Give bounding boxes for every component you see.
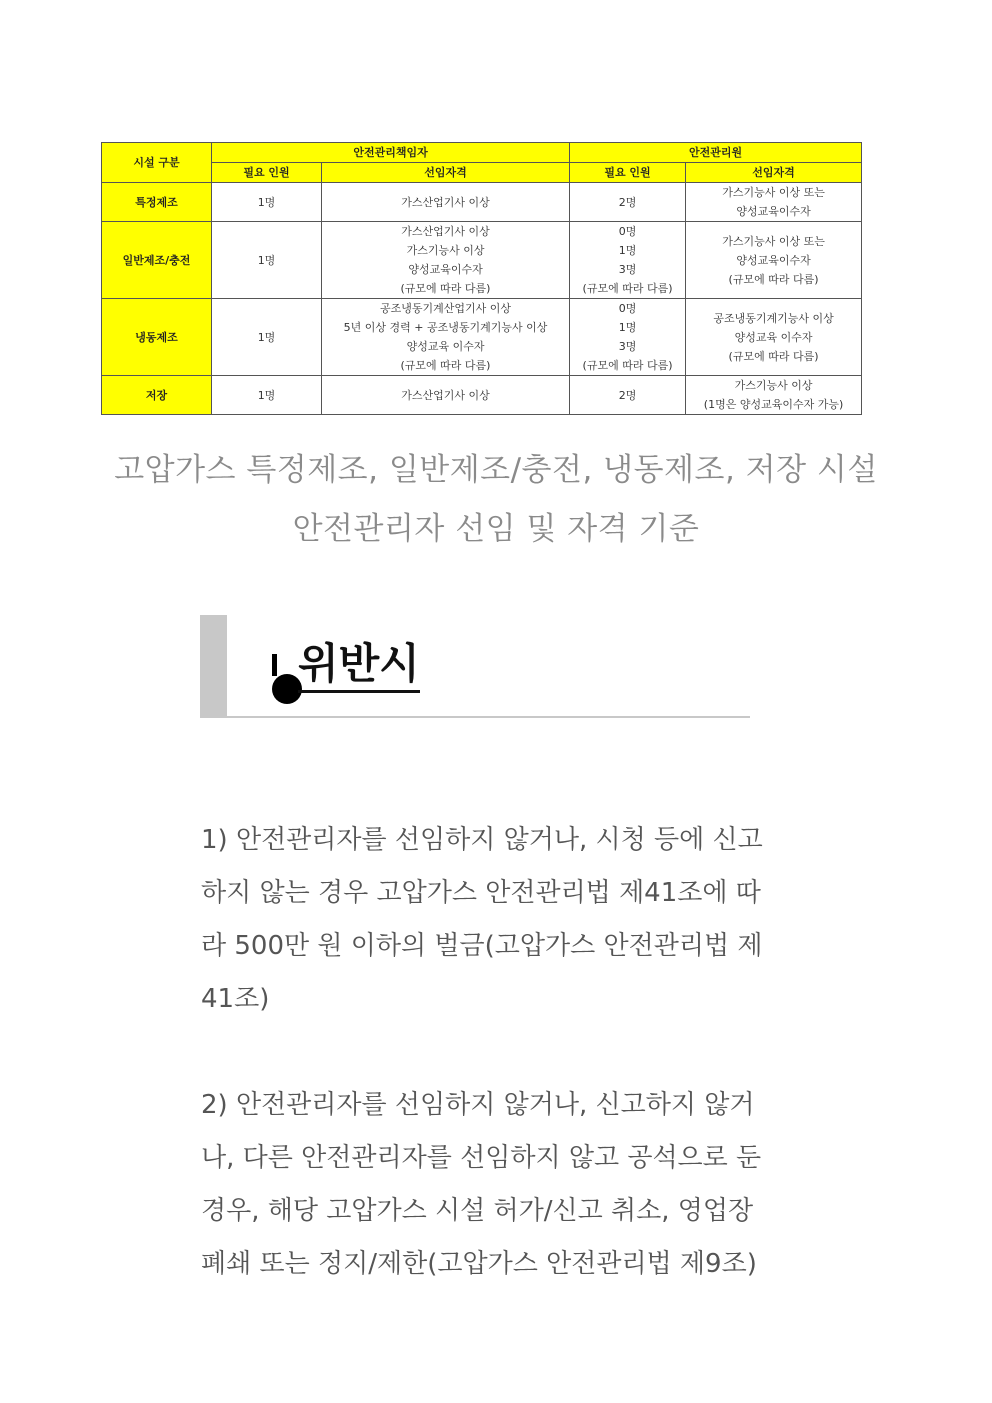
header-manager-count: 필요 인원: [212, 163, 322, 183]
manager-qual-cell: 가스산업기사 이상 가스기능사 이상 양성교육이수자 (규모에 따라 다름): [322, 222, 570, 299]
paragraph-line: 폐쇄 또는 정지/제한(고압가스 안전관리법 제9조): [201, 1249, 757, 1279]
section-accent-bar: [200, 615, 227, 718]
header-staff-group: 안전관리원: [570, 143, 862, 163]
section-divider: [200, 716, 750, 718]
header-staff-count: 필요 인원: [570, 163, 686, 183]
paragraph-line: 라 500만 원 이하의 벌금(고압가스 안전관리법 제: [201, 931, 763, 961]
bullet-icon: [272, 654, 277, 676]
manager-count-cell: 1명: [212, 376, 322, 415]
staff-qual-cell: 가스기능사 이상 (1명은 양성교육이수자 가능): [686, 376, 862, 415]
paragraph-penalty-2: [201, 1079, 761, 1291]
qualification-table: [101, 142, 862, 415]
caption-line-1: 고압가스 특정제조, 일반제조/충전, 냉동제조, 저장 시설: [114, 452, 878, 488]
header-staff-qual: 선임자격: [686, 163, 862, 183]
staff-count-cell: 0명 1명 3명 (규모에 따라 다름): [570, 222, 686, 299]
paragraph-penalty-1: [201, 814, 761, 1026]
facility-cell: 특정제조: [102, 183, 212, 222]
header-manager-group: 안전관리책임자: [212, 143, 570, 163]
caption-line-2: 안전관리자 선임 및 자격 기준: [292, 511, 700, 547]
section-title: 위반시: [298, 640, 420, 693]
staff-qual-cell: 가스기능사 이상 또는 양성교육이수자: [686, 183, 862, 222]
facility-cell: 저장: [102, 376, 212, 415]
paragraph-line: 1) 안전관리자를 선임하지 않거나, 시청 등에 신고: [201, 825, 763, 855]
header-facility: 시설 구분: [102, 143, 212, 183]
table-row: [102, 299, 862, 376]
table-row: [102, 222, 862, 299]
paragraph-line: 경우, 해당 고압가스 시설 허가/신고 취소, 영업장: [201, 1196, 754, 1226]
manager-qual-cell: 가스산업기사 이상: [322, 183, 570, 222]
header-manager-qual: 선임자격: [322, 163, 570, 183]
table-row: [102, 183, 862, 222]
staff-count-cell: 0명 1명 3명 (규모에 따라 다름): [570, 299, 686, 376]
staff-qual-cell: 공조냉동기계기능사 이상 양성교육 이수자 (규모에 따라 다름): [686, 299, 862, 376]
manager-qual-cell: 공조냉동기계산업기사 이상 5년 이상 경력 + 공조냉동기계기능사 이상 양성교육 이수자 (규모에 따라 다름): [322, 299, 570, 376]
manager-count-cell: 1명: [212, 222, 322, 299]
facility-cell: 냉동제조: [102, 299, 212, 376]
staff-count-cell: 2명: [570, 183, 686, 222]
manager-count-cell: 1명: [212, 299, 322, 376]
table-row: [102, 376, 862, 415]
facility-cell: 일반제조/충전: [102, 222, 212, 299]
staff-count-cell: 2명: [570, 376, 686, 415]
paragraph-line: 하지 않는 경우 고압가스 안전관리법 제41조에 따: [201, 878, 761, 908]
manager-qual-cell: 가스산업기사 이상: [322, 376, 570, 415]
paragraph-line: 나, 다른 안전관리자를 선임하지 않고 공석으로 둔: [201, 1143, 762, 1173]
paragraph-line: 2) 안전관리자를 선임하지 않거나, 신고하지 않거: [201, 1090, 755, 1120]
staff-qual-cell: 가스기능사 이상 또는 양성교육이수자 (규모에 따라 다름): [686, 222, 862, 299]
manager-count-cell: 1명: [212, 183, 322, 222]
paragraph-line: 41조): [201, 984, 270, 1014]
